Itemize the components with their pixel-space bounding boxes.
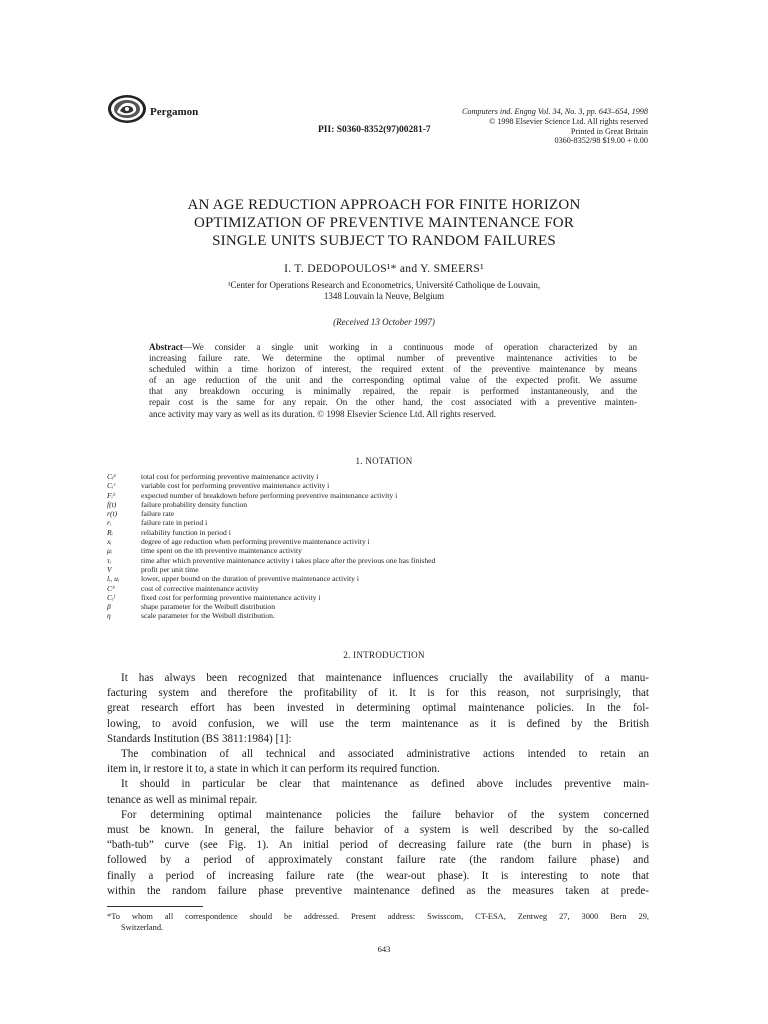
notation-row	[107, 537, 627, 546]
notation-definition: failure rate in period i	[141, 518, 208, 528]
page-number: 643	[377, 944, 391, 954]
notation-symbol: Cᵢᵖ	[107, 472, 116, 481]
abstract-line	[149, 342, 637, 353]
affiliation	[60, 280, 708, 302]
body-line: It should in particular be clear that maintenance as defined above includes preventive main-	[121, 778, 649, 791]
body-line: must be known. In general, the failure behavior of a system is well described by the so-called	[107, 824, 649, 837]
journal-citation: Computers ind. Engng Vol. 34, No. 3, pp. 643–654, 1998	[461, 107, 648, 116]
title-line: SINGLE UNITS SUBJECT TO RANDOM FAILURES	[212, 233, 556, 249]
body-line: item in, ir restore it to, a state in which it can perform its required function.	[107, 763, 440, 776]
notation-definition: variable cost for performing preventive maintenance activity i	[141, 481, 330, 491]
section-heading-introduction: 2. INTRODUCTION	[343, 650, 425, 660]
notation-symbol: Cᵢᵛ	[107, 481, 116, 491]
received-date: (Received 13 October 1997)	[333, 317, 435, 327]
notation-definition: expected number of breakdown before performing preventive maintenance activity i	[141, 490, 398, 500]
notation-symbol: V	[107, 564, 112, 574]
body-line: Standards Institution (BS 3811:1984) [1]:	[107, 732, 292, 745]
notation-row	[107, 509, 627, 518]
notation-definition: fixed cost for performing preventive maintenance activity i	[141, 592, 321, 602]
notation-symbol: τᵢ	[107, 555, 111, 565]
notation-symbol: η	[107, 611, 111, 621]
copyright-line: © 1998 Elsevier Science Ltd. All rights reserved	[488, 116, 648, 126]
footnote-line: *To whom all correspondence should be addressed. Present address: Swisscom, CT-ESA, Zentweg 27, 3000 Bern 29,	[107, 912, 649, 921]
notation-definition: reliability function in period i	[141, 527, 231, 537]
affiliation-line: 1348 Louvain la Neuve, Belgium	[323, 291, 445, 301]
notation-row	[107, 481, 627, 490]
abstract-line: increasing failure rate. We determine the optimal number of preventive maintenance activities to be	[149, 353, 637, 364]
affiliation-line: ¹Center for Operations Research and Econometrics, Université Catholique de Louvain,	[227, 280, 541, 290]
body-line: tenance as well as minimal repair.	[107, 793, 258, 806]
issn-price-line: 0360-8352/98 $19.00 + 0.00	[554, 136, 648, 146]
notation-row	[107, 528, 627, 537]
abstract-line: repair cost is the same for any repair. On the other hand, the cost associated with a preventive mainten-	[149, 397, 637, 408]
abstract	[149, 342, 637, 420]
body-line: “bath-tub” curve (see Fig. 1). An initial period of decreasing failure rate (the burn in phase) is	[107, 839, 649, 852]
notation-symbol: xᵢ	[107, 537, 112, 547]
introduction-text	[107, 671, 649, 899]
body-line: great research effort has been invested in determining optimal maintenance policies. In the fol-	[107, 702, 649, 715]
notation-row	[107, 574, 627, 583]
notation-row	[107, 593, 627, 602]
notation-definition: failure rate	[141, 509, 175, 519]
notation-row	[107, 556, 627, 565]
notation-row	[107, 500, 627, 509]
notation-row	[107, 602, 627, 611]
notation-row	[107, 611, 627, 620]
notation-symbol: f(t)	[107, 499, 117, 509]
notation-definition: degree of age reduction when performing preventive maintenance activity i	[141, 537, 370, 547]
printed-line: Printed in Great Britain	[570, 126, 648, 136]
body-line: followed by a period of approximately constant failure rate (the random failure phase) and	[107, 854, 649, 867]
notation-row	[107, 546, 627, 555]
notation-symbol: Cᵇ	[107, 583, 115, 593]
notation-definition: shape parameter for the Weibull distribution	[141, 602, 275, 612]
notation-symbol: lᵢ, uᵢ	[107, 574, 120, 584]
body-line: The combination of all technical and associated administrative actions intended to retain an	[121, 748, 649, 761]
notation-row	[107, 491, 627, 500]
section-heading-notation: 1. NOTATION	[355, 456, 413, 466]
notation-definition: lower, upper bound on the duration of preventive maintenance activity i	[141, 574, 359, 584]
footnote-rule	[107, 906, 203, 907]
publisher-name: Pergamon	[150, 106, 199, 118]
abstract-line: of an age reduction of the unit and the corresponding optimal value of the expected profit. We assume	[149, 375, 637, 386]
body-line: It has always been recognized that maintenance influences crucially the availability of a manu-	[121, 672, 649, 684]
body-line: facturing system and therefore the profitability of it. It is for this reason, not surprisingly, that	[107, 687, 649, 700]
abstract-line: that any breakdown occuring is minimally repaired, the repair is performed instantaneously, and the	[149, 386, 637, 397]
notation-row	[107, 584, 627, 593]
body-line: finally a period of increasing failure rate (the wear-out phase). It is interesting to note that	[107, 869, 649, 882]
notation-row	[107, 518, 627, 527]
body-line: For determining optimal maintenance policies the failure behavior of the system concerned	[121, 808, 649, 821]
abstract-text: —We consider a single unit working in a continuous mode of operation characterized by an	[182, 342, 637, 352]
notation-symbol: Rᵢ	[107, 527, 113, 537]
notation-symbol: rᵢ	[107, 518, 112, 528]
footnote	[107, 911, 649, 933]
footnote-line: Switzerland.	[121, 923, 164, 932]
notation-definition: time after which preventive maintenance activity i takes place after the previous one has finished	[141, 555, 436, 565]
body-line: lowing, to avoid confusion, we will use the term maintenance as it is defined by the British	[107, 717, 649, 730]
body-line: within the random failure phase preventive maintenance defined as the measures taken at prede-	[107, 884, 649, 897]
paper-title	[60, 196, 708, 250]
notation-symbol: r(t)	[107, 509, 118, 519]
journal-info	[348, 107, 648, 146]
abstract-line: ance activity may vary as well as its duration. © 1998 Elsevier Science Ltd. All rights reserved.	[149, 408, 497, 419]
notation-symbol: β	[107, 602, 111, 612]
notation-symbol: Cᵢᶠ	[107, 592, 115, 602]
notation-definition: scale parameter for the Weibull distribution.	[141, 611, 275, 621]
pergamon-logo	[107, 94, 147, 124]
notation-definition: total cost for performing preventive maintenance activity i	[141, 472, 319, 481]
authors: I. T. DEDOPOULOS¹* and Y. SMEERS¹	[284, 263, 484, 275]
notation-list	[107, 472, 627, 621]
notation-definition: failure probability density function	[141, 499, 248, 509]
abstract-label: Abstract	[149, 342, 183, 352]
notation-symbol: Fᵢᵇ	[107, 490, 115, 500]
pii-identifier: PII: S0360-8352(97)00281-7	[318, 125, 431, 135]
notation-definition: time spent on the ith preventive maintenance activity	[141, 546, 302, 556]
notation-row	[107, 472, 627, 481]
notation-definition: cost of corrective maintenance activity	[141, 583, 259, 593]
notation-row	[107, 565, 627, 574]
notation-definition: profit per unit time	[141, 564, 199, 574]
abstract-line: scheduled within a time horizon of interest, the required extent of the preventive maintenance by means	[149, 364, 637, 375]
notation-symbol: μᵢ	[107, 546, 113, 556]
title-line: AN AGE REDUCTION APPROACH FOR FINITE HORIZON	[187, 197, 581, 213]
title-line: OPTIMIZATION OF PREVENTIVE MAINTENANCE FOR	[193, 215, 575, 231]
